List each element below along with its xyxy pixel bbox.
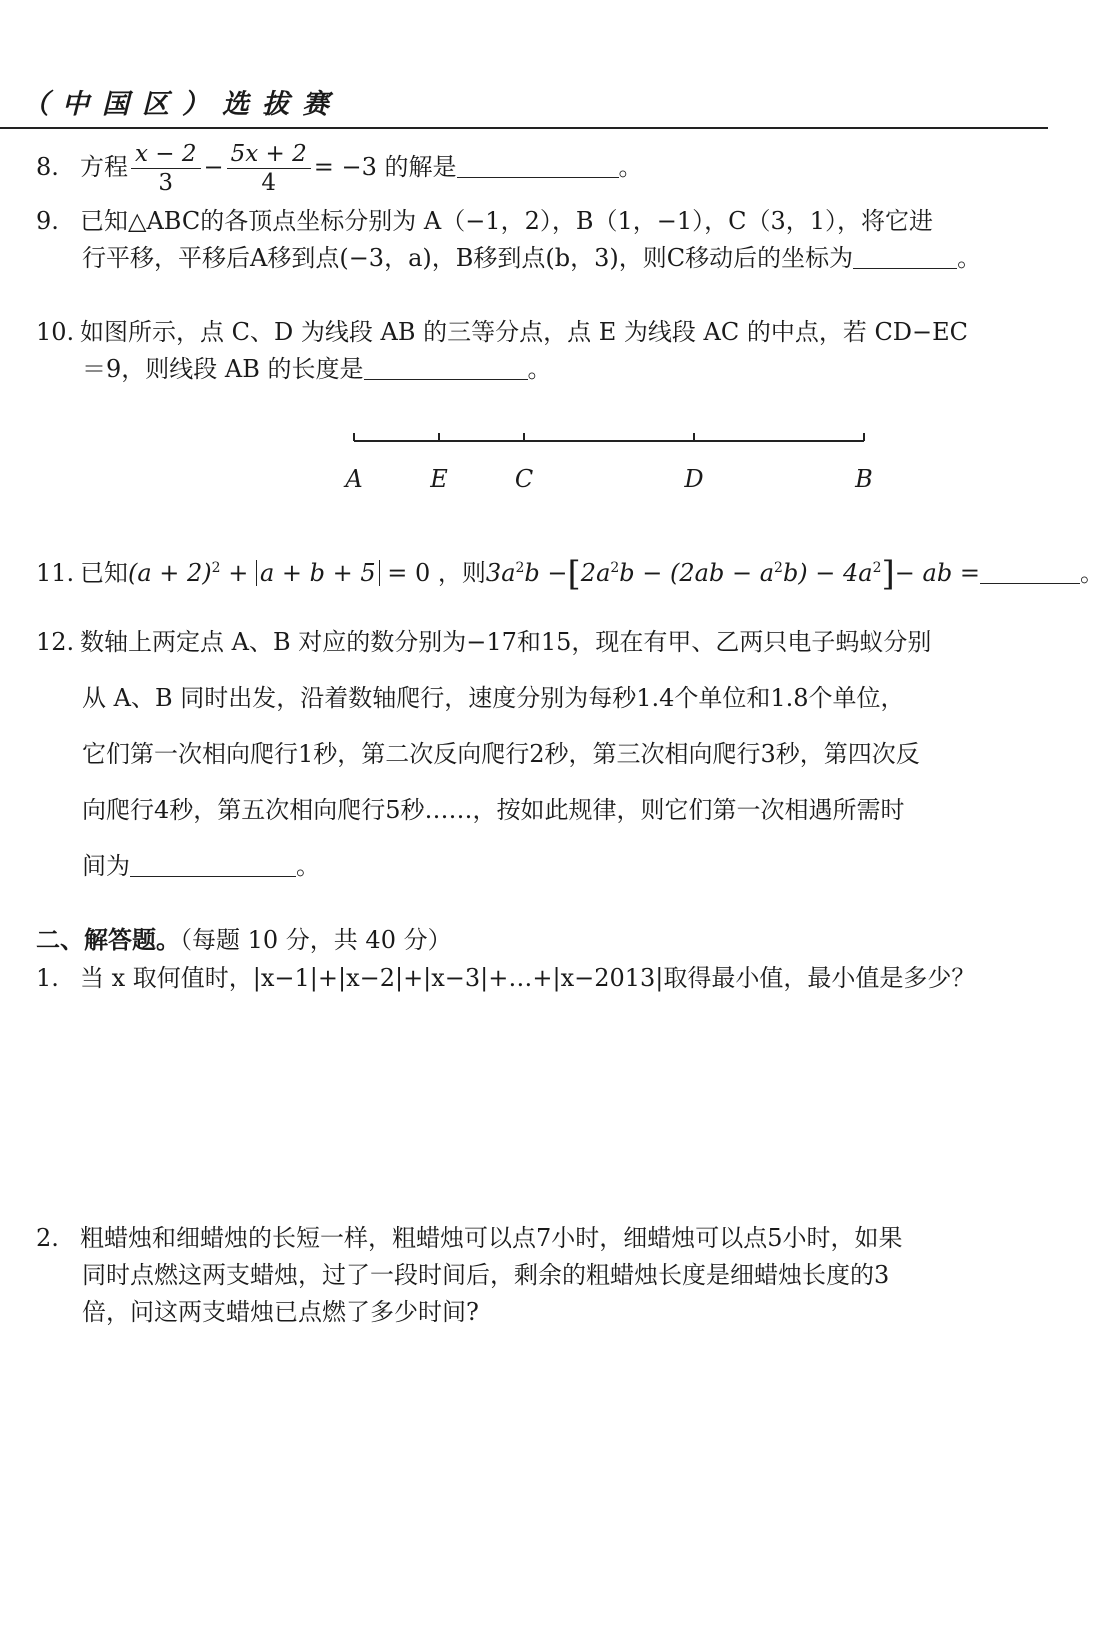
section-2-title: 二、解答题。: [36, 926, 180, 954]
question-number: 12.: [36, 628, 75, 656]
q8-fraction-1: $\frac{x - 2}{3}$: [131, 140, 201, 197]
section-2-note: （每题 10 分，共 40 分）: [180, 926, 452, 954]
point-label-D: D: [684, 465, 704, 493]
answer-blank[interactable]: [130, 852, 296, 877]
q10-line-1: 如图所示，点 C、D 为线段 AB 的三等分点，点 E 为线段 AC 的中点，若 CD−EC: [80, 318, 969, 346]
q8-minus: −: [203, 153, 224, 181]
problem-2: [36, 1220, 903, 1331]
q12-line-4: 向爬行4秒，第五次相向爬行5秒……，按如此规律，则它们第一次相遇所需时: [82, 796, 905, 824]
q12-line-2: 从 A、B 同时出发，沿着数轴爬行，速度分别为每秒1.4个单位和1.8个单位，: [82, 684, 905, 712]
question-9: 9. 已知△ABC的各顶点坐标分别为 A（−1，2），B（1，−1），C（3，1），将它进 行平移，平移后A移到点(−3，a)，B移到点(b，3)，则C移动后的坐标为 。: [36, 203, 981, 277]
point-label-E: E: [430, 465, 448, 493]
problem-1-text: 当 x 取何值时，|x−1|+|x−2|+|x−3|+…+|x−2013|取得最小值，最小值是多少？: [80, 964, 976, 992]
question-number: 11.: [36, 559, 75, 587]
question-8: 8. 方程 $\frac{x - 2}{3}$ − $\frac{5x + 2}{4}$ = −3 的解是 。: [36, 141, 643, 196]
header-rule: [0, 127, 1048, 129]
question-number: 9.: [36, 207, 59, 235]
problem-2-line-1: 粗蜡烛和细蜡烛的长短一样，粗蜡烛可以点7小时，细蜡烛可以点5小时，如果: [80, 1224, 903, 1252]
answer-blank[interactable]: [364, 355, 528, 380]
point-label-B: B: [855, 465, 873, 493]
point-label-C: C: [514, 465, 534, 493]
page-header: （中国区）选拔赛: [22, 89, 342, 120]
question-12: 12. 数轴上两定点 A、B 对应的数分别为−17和15，现在有甲、乙两只电子蚂蚁分别 从 A、B 同时出发，沿着数轴爬行，速度分别为每秒1.4个单位和1.8个单位， 它们第一次相向爬行1秒，第二次反向爬行2秒，第三次相向爬行3秒，第四次反 向爬行4秒，第五次相向爬行5秒……，按如此规律，则它们第一次相遇所需时 间为 。: [36, 614, 931, 894]
problem-2-line-2: 同时点燃这两支蜡烛，过了一段时间后，剩余的粗蜡烛长度是细蜡烛长度的3: [82, 1261, 890, 1289]
question-number: 8.: [36, 153, 59, 181]
q9-line-1: 已知△ABC的各顶点坐标分别为 A（−1，2），B（1，−1），C（3，1），将它进: [80, 207, 934, 235]
question-10: 10. 如图所示，点 C、D 为线段 AB 的三等分点，点 E 为线段 AC 的中点，若 CD−EC ＝9，则线段 AB 的长度是 。: [36, 314, 968, 388]
q10-line-2: ＝9，则线段 AB 的长度是: [82, 355, 364, 383]
problem-2-line-3: 倍，问这两支蜡烛已点燃了多少时间?: [82, 1298, 479, 1326]
point-label-A: A: [345, 465, 363, 493]
section-2-heading: [36, 922, 452, 958]
q12-line-3: 它们第一次相向爬行1秒，第二次反向爬行2秒，第三次相向爬行3秒，第四次反: [82, 740, 920, 768]
segment-diagram: [330, 425, 890, 505]
q11-expr-1: (a + 2): [128, 559, 212, 587]
q9-line-2: 行平移，平移后A移到点(−3，a)，B移到点(b，3)，则C移动后的坐标为: [82, 244, 854, 272]
answer-blank[interactable]: [853, 244, 957, 269]
q8-pre: 方程: [80, 153, 128, 181]
q8-fraction-2: $\frac{5x + 2}{4}$: [227, 140, 311, 197]
question-11: 11. 已知$(a + 2)^2 + a + b + 5 = 0$ ，则$3a^2b -[2a^2b - (2ab - a^2b) - 4a^2]-$ ab = 。: [36, 554, 1104, 594]
question-number: 10.: [36, 318, 75, 346]
answer-blank[interactable]: [980, 559, 1080, 584]
q12-line-5: 间为: [82, 852, 130, 880]
problem-1: [36, 960, 975, 997]
problem-number: 2.: [36, 1224, 59, 1252]
q8-post: = −3 的解是: [313, 153, 457, 181]
problem-number: 1.: [36, 964, 59, 992]
answer-blank[interactable]: [457, 153, 619, 178]
q11-absolute-value: a + b + 5: [256, 560, 380, 586]
q12-line-1: 数轴上两定点 A、B 对应的数分别为−17和15，现在有甲、乙两只电子蚂蚁分别: [80, 628, 932, 656]
